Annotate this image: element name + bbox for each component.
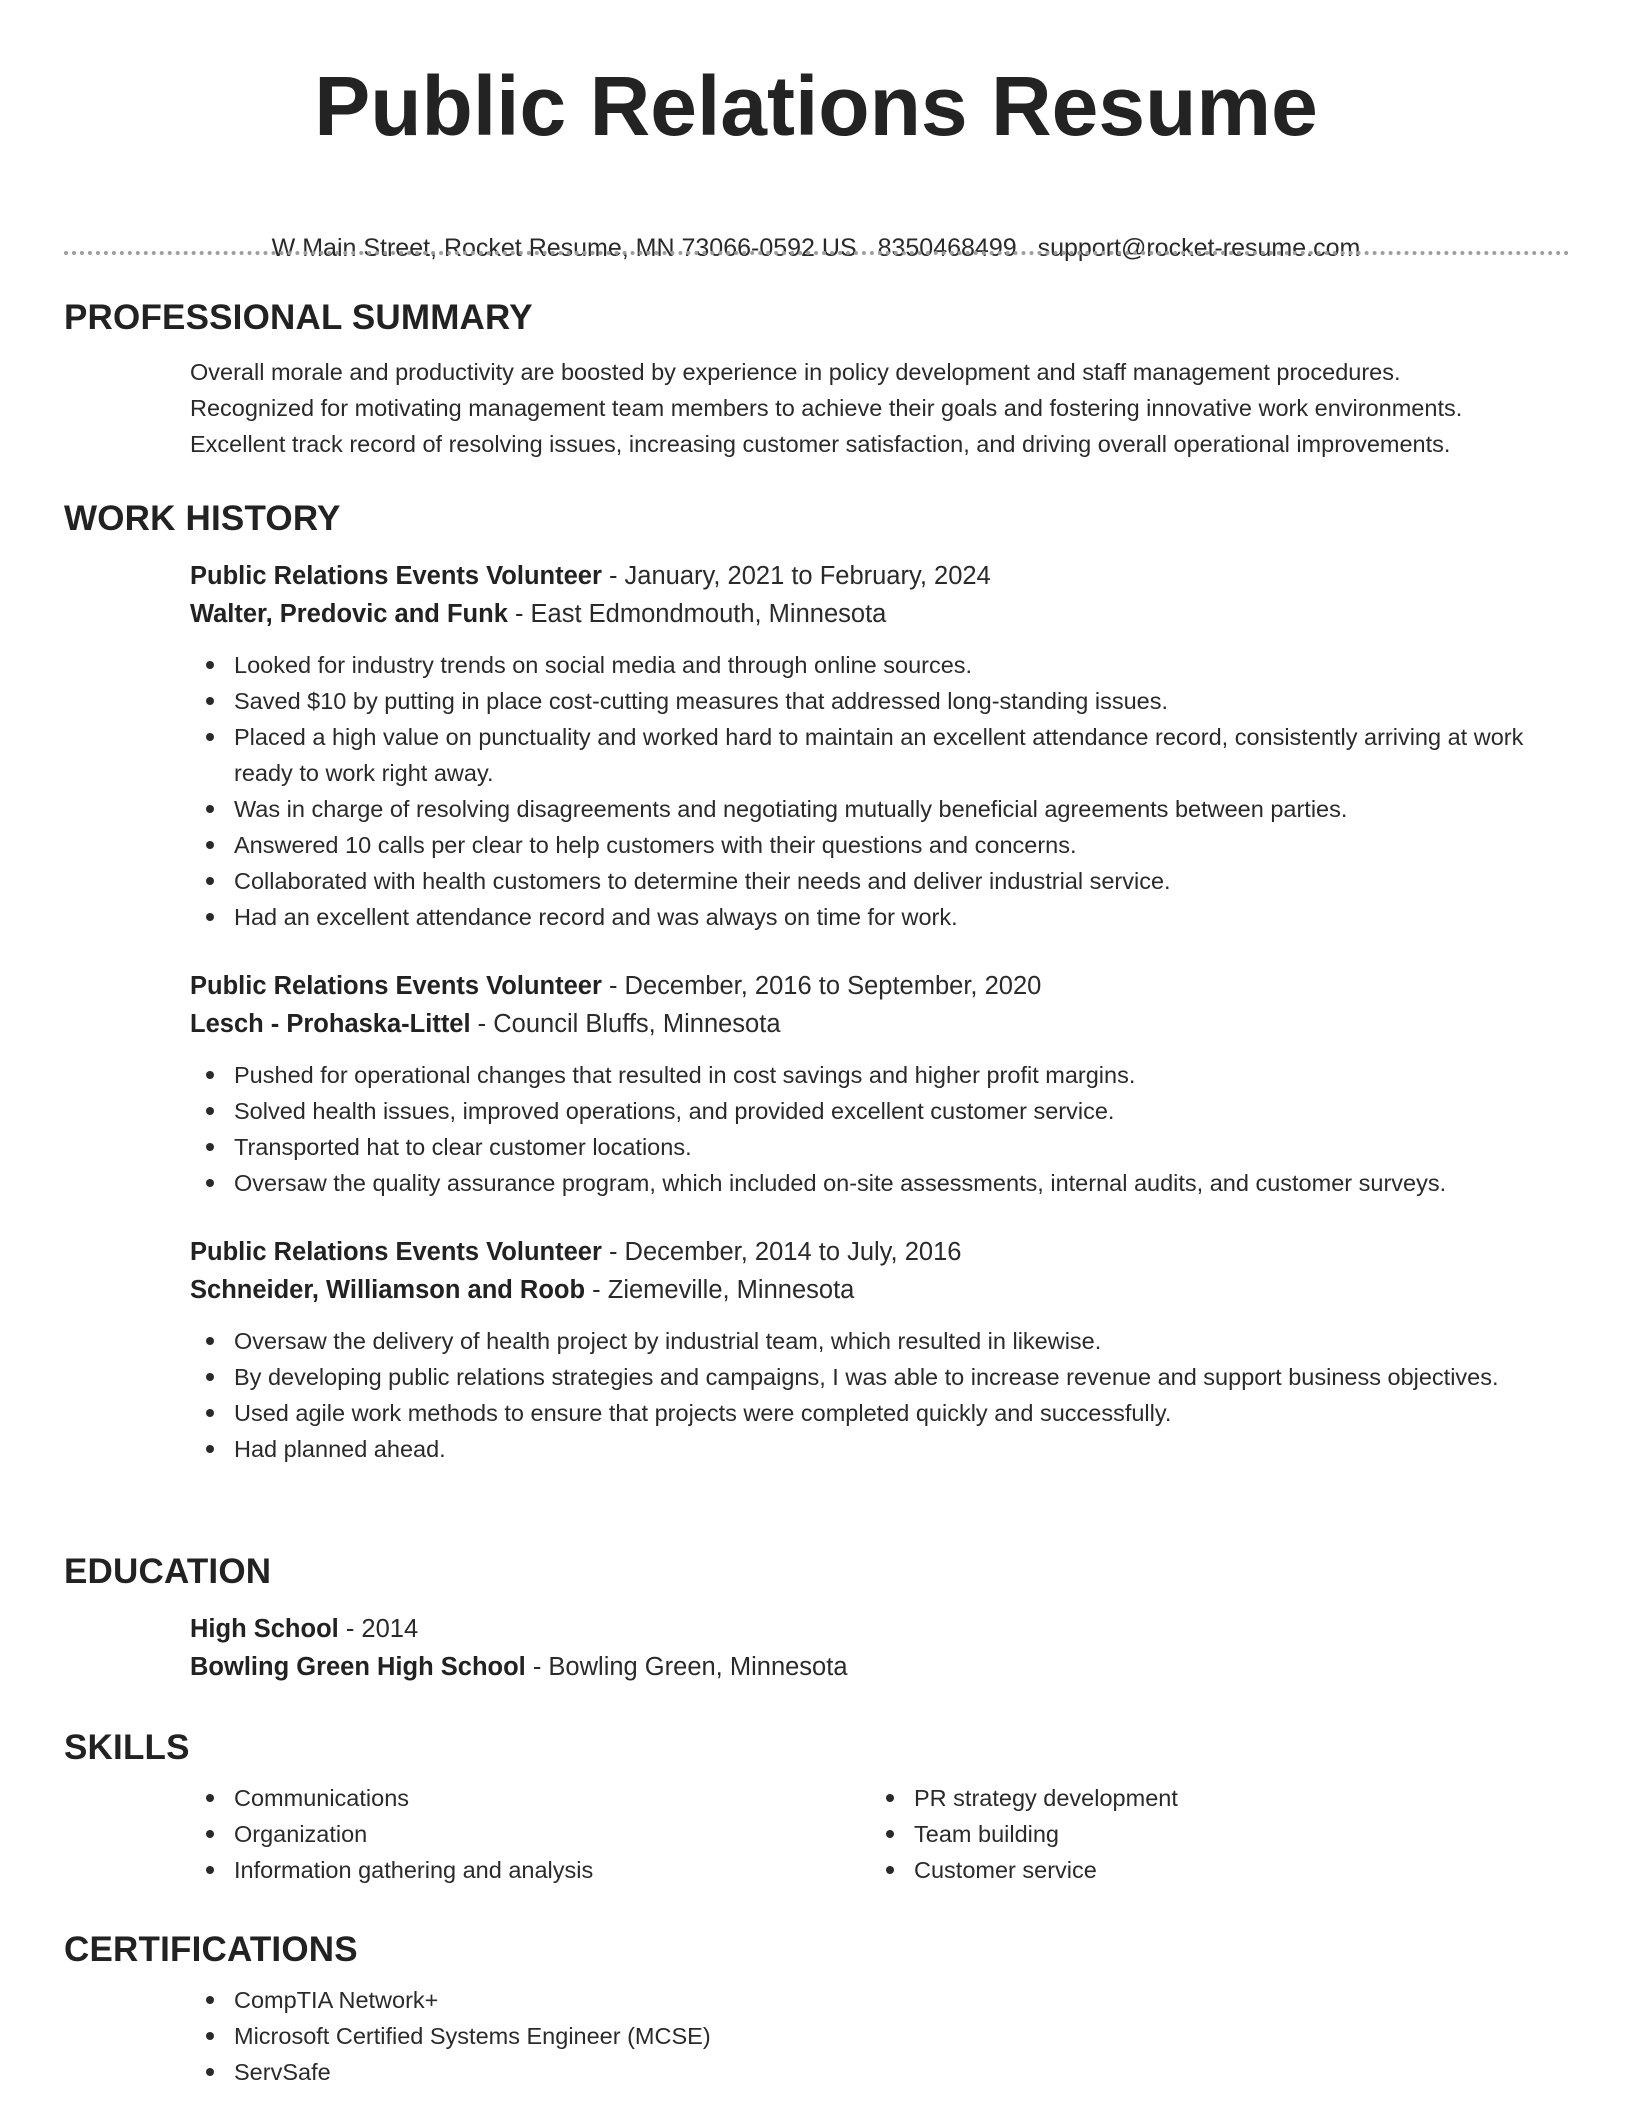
job-bullets [190,647,1570,935]
job-company-line [190,595,1570,633]
summary-body [190,354,1570,462]
list-item: Placed a high value on punctuality and worked hard to maintain an excellent attendance record, consistently arriving at work ready to work right away. [190,719,1570,791]
job-location: - East Edmondmouth, Minnesota [507,600,887,628]
skill-item: Customer service [870,1852,1550,1888]
list-item: Oversaw the quality assurance program, which included on-site assessments, internal audits, and customer surveys. [190,1165,1570,1201]
job-location: - Ziemeville, Minnesota [585,1276,855,1304]
certifications-list [190,1982,1570,2090]
job-company-line [190,1271,1570,1309]
job-title-line [190,557,1570,595]
job-bullets [190,1057,1570,1201]
list-item: Oversaw the delivery of health project by industrial team, which resulted in likewise. [190,1323,1570,1359]
certifications-heading: CERTIFICATIONS [64,1930,358,1969]
education-heading: EDUCATION [64,1552,272,1591]
work-heading: WORK HISTORY [64,499,341,538]
resume-header [0,0,1632,264]
job-dates: - January, 2021 to February, 2024 [601,562,991,590]
skills-grid [190,1780,1570,1888]
contact-phone: 8350468499 [877,234,1017,262]
job-company: Schneider, Williamson and Roob [190,1276,586,1304]
summary-heading: PROFESSIONAL SUMMARY [64,298,533,337]
skill-item: PR strategy development [870,1780,1550,1816]
list-item: By developing public relations strategies and campaigns, I was able to increase revenue and support business objectives. [190,1359,1570,1395]
job-location: - Council Bluffs, Minnesota [470,1010,781,1038]
job-role: Public Relations Events Volunteer [190,562,602,590]
job-bullets [190,1323,1570,1467]
education-year: - 2014 [338,1615,419,1643]
summary-line: Excellent track record of resolving issues, increasing customer satisfaction, and driving overall operational improvements. [190,431,1451,457]
list-item: Pushed for operational changes that resulted in cost savings and higher profit margins. [190,1057,1570,1093]
list-item: Transported hat to clear customer locations. [190,1129,1570,1165]
skill-item: Team building [870,1816,1550,1852]
job-dates: - December, 2014 to July, 2016 [601,1238,962,1266]
work-section [64,497,1570,1467]
skills-column-left [190,1780,870,1888]
education-entry [190,1610,1570,1686]
contact-line [0,232,1632,264]
job-title-line [190,967,1570,1005]
job-company: Lesch - Prohaska-Littel [190,1010,471,1038]
skill-item: Communications [190,1780,870,1816]
list-item: Had planned ahead. [190,1431,1570,1467]
contact-email: support@rocket-resume.com [1037,234,1361,262]
skills-section [64,1726,1570,1888]
skill-item: Information gathering and analysis [190,1852,870,1888]
contact-address: W Main Street, Rocket Resume, MN 73066-0592 US [271,234,857,262]
certifications-body [190,1982,1570,2090]
list-item: Solved health issues, improved operations, and provided excellent customer service. [190,1093,1570,1129]
job-entry [190,557,1570,935]
certification-item: ServSafe [190,2054,1570,2090]
summary-line: Recognized for motivating management team members to achieve their goals and fostering innovative work environments. [190,395,1463,421]
job-dates: - December, 2016 to September, 2020 [601,972,1042,1000]
skills-column-right [870,1780,1550,1888]
job-role: Public Relations Events Volunteer [190,972,602,1000]
job-entry [190,1233,1570,1467]
list-item: Looked for industry trends on social media and through online sources. [190,647,1570,683]
job-title-line [190,1233,1570,1271]
education-degree: High School [190,1615,339,1643]
list-item: Answered 10 calls per clear to help customers with their questions and concerns. [190,827,1570,863]
job-entry [190,967,1570,1201]
list-item: Saved $10 by putting in place cost-cutting measures that addressed long-standing issues. [190,683,1570,719]
resume-title: Public Relations Resume [314,59,1318,153]
education-degree-line [190,1610,1570,1648]
list-item: Was in charge of resolving disagreements and negotiating mutually beneficial agreements between parties. [190,791,1570,827]
skills-heading: SKILLS [64,1728,190,1767]
summary-line: Overall morale and productivity are boosted by experience in policy development and staff management procedures. [190,359,1401,385]
certification-item: Microsoft Certified Systems Engineer (MCSE) [190,2018,1570,2054]
job-role: Public Relations Events Volunteer [190,1238,602,1266]
education-section [64,1550,1570,1686]
list-item: Collaborated with health customers to determine their needs and deliver industrial service. [190,863,1570,899]
job-company: Walter, Predovic and Funk [190,600,508,628]
header-divider [64,251,1570,255]
list-item: Had an excellent attendance record and was always on time for work. [190,899,1570,935]
certifications-section [64,1928,1570,2090]
skill-item: Organization [190,1816,870,1852]
education-school: Bowling Green High School [190,1653,526,1681]
certification-item: CompTIA Network+ [190,1982,1570,2018]
list-item: Used agile work methods to ensure that projects were completed quickly and successfully. [190,1395,1570,1431]
job-company-line [190,1005,1570,1043]
summary-section [64,296,1570,462]
education-location: - Bowling Green, Minnesota [525,1653,848,1681]
education-school-line [190,1648,1570,1686]
